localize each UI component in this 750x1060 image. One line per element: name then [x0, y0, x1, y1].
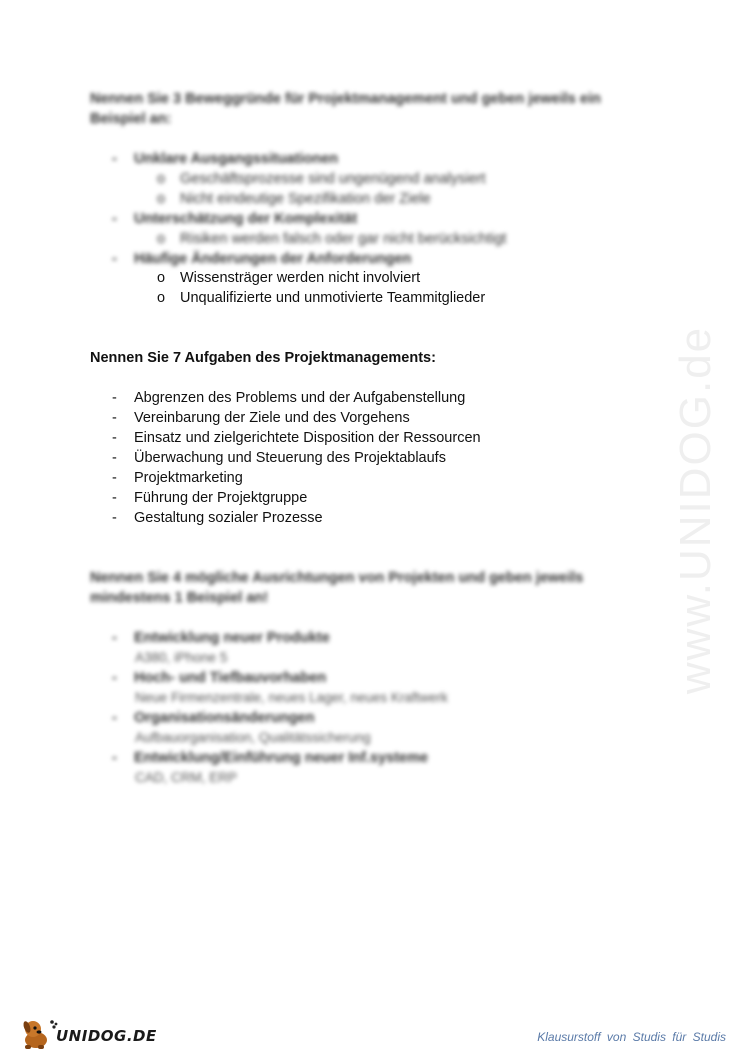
section1-item-2 [112, 209, 357, 229]
circle-marker: o [157, 290, 166, 306]
section3-item-3-example: Aufbauorganisation, Qualitätssicherung [135, 730, 371, 745]
section1-item-2-sub-1 [157, 229, 506, 249]
section2-item-6 [112, 488, 307, 508]
section1-heading-line2: Beispiel an: [90, 111, 172, 127]
section2-item-3 [112, 428, 481, 448]
watermark-text: www.UNIDOG.de [671, 325, 720, 695]
dash-marker: - [112, 430, 117, 446]
circle-marker: o [157, 231, 166, 247]
section1-item-1 [112, 149, 338, 169]
section1-item-1-sub-2 [157, 189, 431, 209]
watermark [636, 280, 750, 740]
section2-item-5 [112, 468, 243, 488]
footer-tagline: Klausurstoff von Studis für Studis [537, 1030, 726, 1044]
section2-item-7 [112, 508, 323, 528]
sub-label: Risiken werden falsch oder gar nicht berücksichtigt [180, 231, 507, 247]
dash-marker: - [112, 710, 117, 726]
section3-item-1 [112, 628, 330, 648]
section1-item-1-sub-1 [157, 169, 486, 189]
circle-marker: o [157, 171, 166, 187]
circle-marker: o [157, 270, 166, 286]
dash-marker: - [112, 490, 117, 506]
dash-marker: - [112, 151, 117, 167]
item-label: Vereinbarung der Ziele und des Vorgehens [134, 410, 410, 426]
item-label: Unklare Ausgangssituationen [134, 151, 339, 167]
item-label: Projektmarketing [134, 470, 243, 486]
item-label: Unterschätzung der Komplexität [134, 211, 358, 227]
section3-item-3 [112, 708, 314, 728]
item-label: Gestaltung sozialer Prozesse [134, 510, 323, 526]
item-label: Entwicklung neuer Produkte [134, 630, 330, 646]
section2-heading: Nennen Sie 7 Aufgaben des Projektmanagements: [90, 350, 436, 366]
sub-label: Unqualifizierte und unmotivierte Teammitglieder [180, 290, 486, 306]
item-label: Hoch- und Tiefbauvorhaben [134, 670, 327, 686]
section3-heading-line1: Nennen Sie 4 mögliche Ausrichtungen von Projekten und geben jeweils [90, 570, 584, 586]
dash-marker: - [112, 470, 117, 486]
section2-item-2 [112, 408, 410, 428]
section1-heading-line1: Nennen Sie 3 Beweggründe für Projektmanagement und geben jeweils ein [90, 91, 601, 107]
dash-marker: - [112, 510, 117, 526]
dash-marker: - [112, 670, 117, 686]
sub-label: Nicht eindeutige Spezifikation der Ziele [180, 191, 431, 207]
dash-marker: - [112, 390, 117, 406]
unidog-logo[interactable] [20, 1016, 160, 1052]
dash-marker: - [112, 630, 117, 646]
dash-marker: - [112, 211, 117, 227]
section1-item-3 [112, 249, 411, 269]
dash-marker: - [112, 410, 117, 426]
sub-label: Geschäftsprozesse sind ungenügend analysiert [180, 171, 486, 187]
item-label: Abgrenzen des Problems und der Aufgabenstellung [134, 390, 466, 406]
dash-marker: - [112, 450, 117, 466]
section1-item-3-sub-2 [157, 288, 485, 308]
section2-item-1 [112, 388, 465, 408]
dash-marker: - [112, 750, 117, 766]
circle-marker: o [157, 191, 166, 207]
section3-heading-line2: mindestens 1 Beispiel an! [90, 590, 269, 606]
section3-item-4-example: CAD, CRM, ERP [135, 770, 238, 785]
dash-marker: - [112, 251, 117, 267]
section3-item-2-example: Neue Firmenzentrale, neues Lager, neues Kraftwerk [135, 690, 448, 705]
logo-text: UNIDOG.DE [56, 1027, 157, 1045]
dog-mascot-icon [20, 1016, 60, 1052]
section1-item-3-sub-1 [157, 268, 420, 288]
sub-label: Wissensträger werden nicht involviert [180, 270, 421, 286]
item-label: Führung der Projektgruppe [134, 490, 308, 506]
item-label: Überwachung und Steuerung des Projektablaufs [134, 450, 446, 466]
section2-item-4 [112, 448, 446, 468]
item-label: Häufige Änderungen der Anforderungen [134, 251, 412, 267]
item-label: Entwicklung/Einführung neuer Inf.systeme [134, 750, 429, 766]
section3-item-4 [112, 748, 428, 768]
section3-item-1-example: A380, iPhone 5 [135, 650, 228, 665]
item-label: Organisationsänderungen [134, 710, 315, 726]
item-label: Einsatz und zielgerichtete Disposition der Ressourcen [134, 430, 481, 446]
section3-item-2 [112, 668, 326, 688]
